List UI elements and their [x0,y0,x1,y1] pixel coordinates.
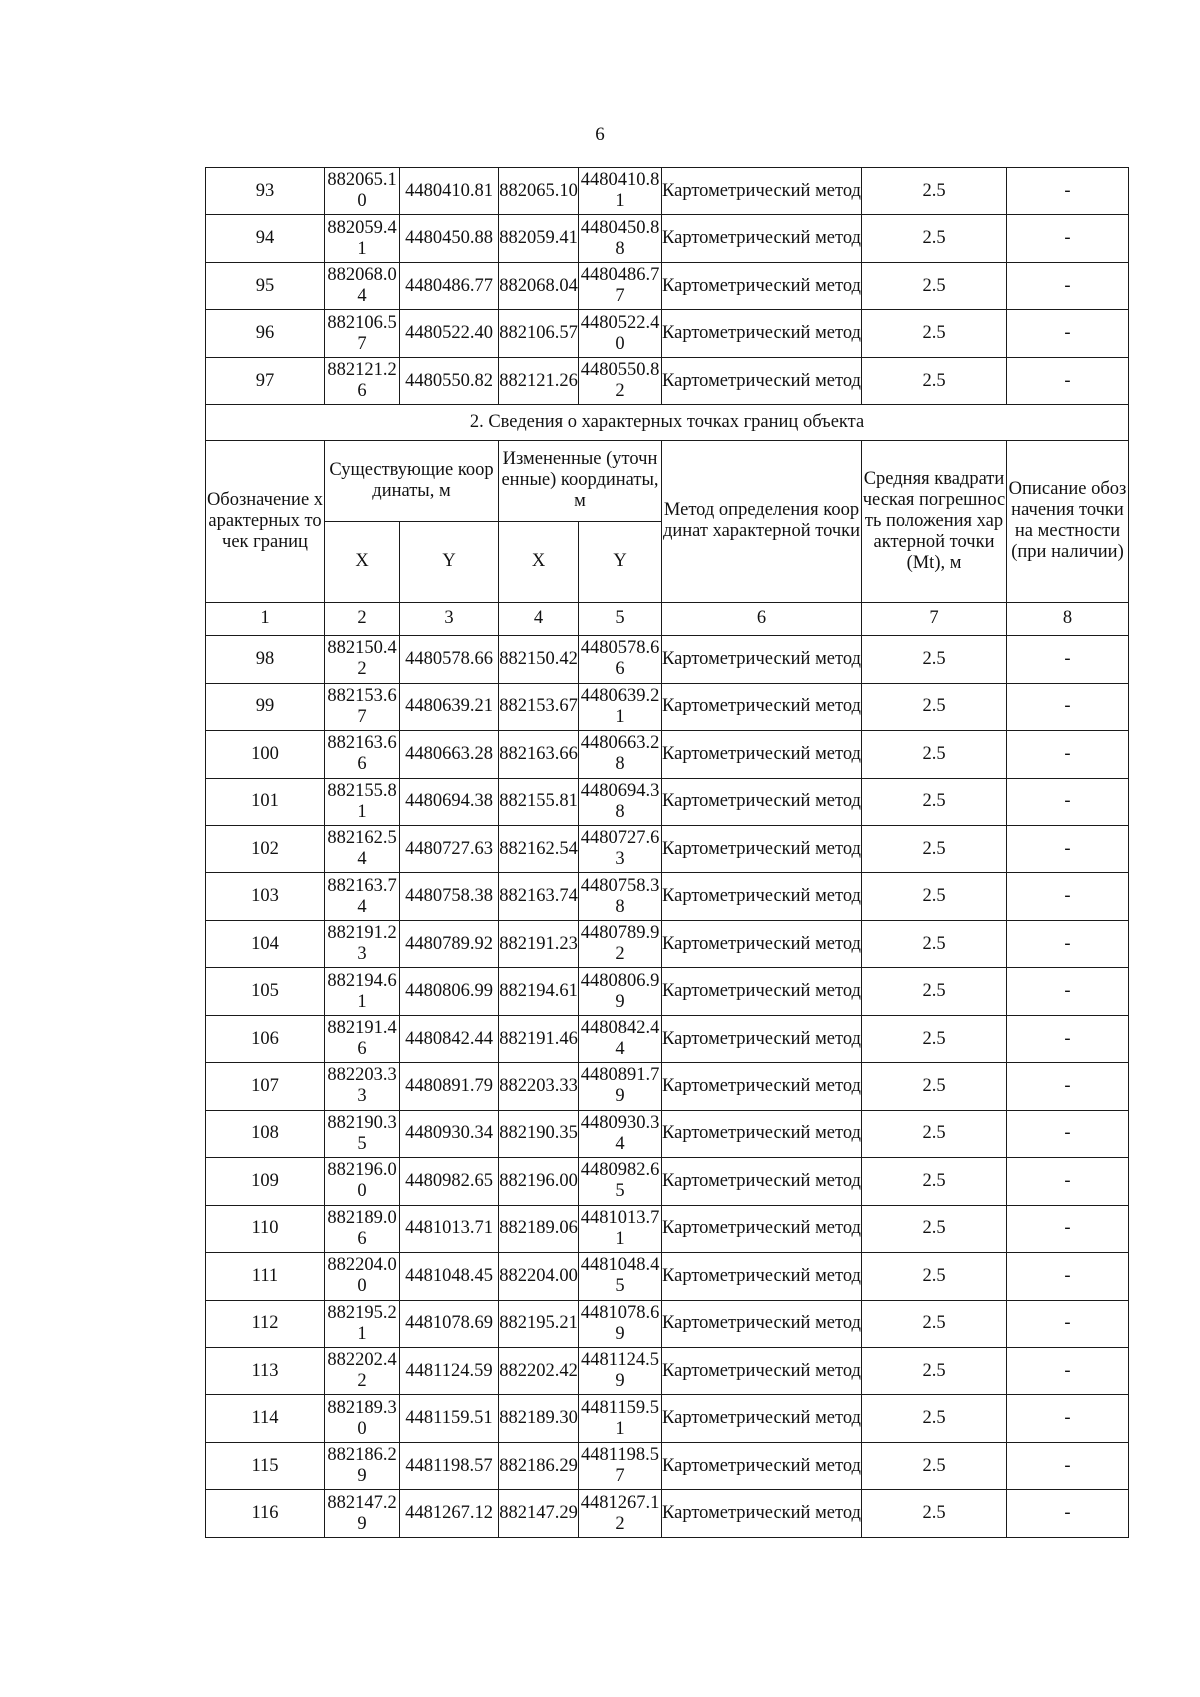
cell-description: - [1007,1347,1129,1394]
cell-method: Картометрический метод [662,1442,862,1489]
table-section-part1 [206,168,1129,405]
cell-y-changed: 4480410.81 [579,168,662,215]
cell-x-existing: 882065.10 [325,168,400,215]
header-accuracy: Средняя квадратическая погрешность положения характерной точки (Mt), м [862,440,1007,602]
table-row [206,1347,1129,1394]
cell-x-existing: 882203.33 [325,1063,400,1110]
cell-accuracy: 2.5 [862,1063,1007,1110]
cell-description: - [1007,1205,1129,1252]
table-row [206,1063,1129,1110]
table-row [206,1015,1129,1062]
cell-method: Картометрический метод [662,262,862,309]
cell-y-changed: 4480486.77 [579,262,662,309]
cell-description: - [1007,778,1129,825]
cell-x-existing: 882189.30 [325,1395,400,1442]
cell-point-number: 106 [206,1015,325,1062]
header-x-existing: X [325,521,400,602]
cell-accuracy: 2.5 [862,920,1007,967]
cell-x-changed: 882163.66 [499,731,579,778]
cell-y-existing: 4480982.65 [400,1158,499,1205]
cell-y-changed: 4481198.57 [579,1442,662,1489]
cell-description: - [1007,357,1129,405]
cell-point-number: 111 [206,1253,325,1300]
column-number: 3 [400,602,499,635]
cell-y-existing: 4480758.38 [400,873,499,920]
cell-point-number: 112 [206,1300,325,1347]
column-number: 1 [206,602,325,635]
cell-y-changed: 4480891.79 [579,1063,662,1110]
cell-point-number: 105 [206,968,325,1015]
cell-method: Картометрический метод [662,215,862,262]
cell-description: - [1007,1158,1129,1205]
cell-accuracy: 2.5 [862,1110,1007,1157]
cell-point-number: 97 [206,357,325,405]
cell-y-changed: 4480578.66 [579,636,662,683]
cell-y-changed: 4481048.45 [579,1253,662,1300]
cell-y-existing: 4480727.63 [400,825,499,872]
table-row [206,1158,1129,1205]
cell-x-changed: 882186.29 [499,1442,579,1489]
cell-accuracy: 2.5 [862,310,1007,357]
cell-description: - [1007,920,1129,967]
cell-x-changed: 882189.30 [499,1395,579,1442]
cell-y-existing: 4480891.79 [400,1063,499,1110]
cell-y-existing: 4480842.44 [400,1015,499,1062]
cell-x-changed: 882068.04 [499,262,579,309]
cell-method: Картометрический метод [662,310,862,357]
cell-accuracy: 2.5 [862,262,1007,309]
cell-x-changed: 882196.00 [499,1158,579,1205]
cell-x-existing: 882068.04 [325,262,400,309]
cell-accuracy: 2.5 [862,1442,1007,1489]
cell-description: - [1007,873,1129,920]
cell-method: Картометрический метод [662,1253,862,1300]
cell-y-changed: 4480930.34 [579,1110,662,1157]
table-row [206,778,1129,825]
cell-method: Картометрический метод [662,1015,862,1062]
cell-point-number: 104 [206,920,325,967]
table-row [206,920,1129,967]
section-title: 2. Сведения о характерных точках границ объекта [206,405,1129,441]
cell-method: Картометрический метод [662,1205,862,1252]
cell-description: - [1007,1063,1129,1110]
cell-description: - [1007,168,1129,215]
cell-y-existing: 4480450.88 [400,215,499,262]
cell-accuracy: 2.5 [862,215,1007,262]
cell-y-existing: 4480486.77 [400,262,499,309]
cell-method: Картометрический метод [662,1347,862,1394]
cell-description: - [1007,683,1129,730]
cell-y-existing: 4480578.66 [400,636,499,683]
cell-x-changed: 882189.06 [499,1205,579,1252]
cell-x-changed: 882194.61 [499,968,579,1015]
cell-description: - [1007,1300,1129,1347]
table-row [206,825,1129,872]
cell-x-changed: 882153.67 [499,683,579,730]
column-number: 2 [325,602,400,635]
cell-description: - [1007,1253,1129,1300]
header-changed-coords: Измененные (уточненные) координаты, м [499,440,662,521]
cell-y-existing: 4480550.82 [400,357,499,405]
cell-method: Картометрический метод [662,968,862,1015]
cell-x-existing: 882155.81 [325,778,400,825]
cell-y-existing: 4480639.21 [400,683,499,730]
table-row [206,215,1129,262]
table-row [206,1110,1129,1157]
cell-method: Картометрический метод [662,1063,862,1110]
cell-description: - [1007,731,1129,778]
cell-y-existing: 4481198.57 [400,1442,499,1489]
cell-point-number: 96 [206,310,325,357]
cell-y-changed: 4481013.71 [579,1205,662,1252]
table-row [206,1442,1129,1489]
cell-x-changed: 882191.46 [499,1015,579,1062]
cell-point-number: 102 [206,825,325,872]
cell-y-existing: 4480806.99 [400,968,499,1015]
cell-y-existing: 4481267.12 [400,1490,499,1538]
cell-accuracy: 2.5 [862,1395,1007,1442]
cell-y-changed: 4480694.38 [579,778,662,825]
cell-accuracy: 2.5 [862,873,1007,920]
cell-y-existing: 4481124.59 [400,1347,499,1394]
cell-x-existing: 882153.67 [325,683,400,730]
cell-accuracy: 2.5 [862,825,1007,872]
cell-accuracy: 2.5 [862,168,1007,215]
column-number: 8 [1007,602,1129,635]
cell-x-changed: 882147.29 [499,1490,579,1538]
cell-point-number: 114 [206,1395,325,1442]
cell-method: Картометрический метод [662,1158,862,1205]
cell-y-changed: 4481159.51 [579,1395,662,1442]
cell-method: Картометрический метод [662,1490,862,1538]
cell-y-existing: 4480522.40 [400,310,499,357]
table-row [206,168,1129,215]
cell-description: - [1007,215,1129,262]
cell-point-number: 99 [206,683,325,730]
cell-description: - [1007,1015,1129,1062]
header-existing-coords: Существующие координаты, м [325,440,499,521]
header-y-existing: Y [400,521,499,602]
cell-point-number: 108 [206,1110,325,1157]
cell-accuracy: 2.5 [862,357,1007,405]
table-row [206,968,1129,1015]
cell-x-existing: 882194.61 [325,968,400,1015]
cell-y-changed: 4480789.92 [579,920,662,967]
cell-method: Картометрический метод [662,1300,862,1347]
cell-method: Картометрический метод [662,873,862,920]
cell-method: Картометрический метод [662,168,862,215]
cell-x-existing: 882163.66 [325,731,400,778]
table-row [206,731,1129,778]
cell-x-existing: 882189.06 [325,1205,400,1252]
cell-point-number: 107 [206,1063,325,1110]
cell-x-changed: 882162.54 [499,825,579,872]
cell-x-changed: 882202.42 [499,1347,579,1394]
table-row [206,357,1129,405]
cell-x-changed: 882190.35 [499,1110,579,1157]
cell-x-existing: 882162.54 [325,825,400,872]
table-row [206,310,1129,357]
cell-y-existing: 4480410.81 [400,168,499,215]
cell-method: Картометрический метод [662,825,862,872]
header-method: Метод определения координат характерной точки [662,440,862,602]
cell-point-number: 103 [206,873,325,920]
cell-x-existing: 882191.23 [325,920,400,967]
cell-y-changed: 4480639.21 [579,683,662,730]
cell-y-changed: 4481124.59 [579,1347,662,1394]
cell-point-number: 93 [206,168,325,215]
page-number: 6 [595,124,605,145]
cell-x-existing: 882190.35 [325,1110,400,1157]
coordinates-table [205,167,1129,1538]
cell-y-changed: 4480806.99 [579,968,662,1015]
cell-accuracy: 2.5 [862,778,1007,825]
cell-description: - [1007,1395,1129,1442]
cell-point-number: 110 [206,1205,325,1252]
cell-y-existing: 4481159.51 [400,1395,499,1442]
cell-accuracy: 2.5 [862,636,1007,683]
cell-method: Картометрический метод [662,1110,862,1157]
cell-x-changed: 882106.57 [499,310,579,357]
header-x-changed: X [499,521,579,602]
cell-accuracy: 2.5 [862,1347,1007,1394]
cell-x-changed: 882191.23 [499,920,579,967]
cell-x-existing: 882150.42 [325,636,400,683]
cell-method: Картометрический метод [662,683,862,730]
cell-x-changed: 882121.26 [499,357,579,405]
cell-point-number: 100 [206,731,325,778]
cell-description: - [1007,1110,1129,1157]
cell-x-existing: 882163.74 [325,873,400,920]
cell-point-number: 101 [206,778,325,825]
cell-description: - [1007,636,1129,683]
cell-y-existing: 4481013.71 [400,1205,499,1252]
cell-point-number: 116 [206,1490,325,1538]
cell-point-number: 113 [206,1347,325,1394]
cell-x-existing: 882147.29 [325,1490,400,1538]
cell-x-existing: 882121.26 [325,357,400,405]
cell-y-changed: 4481078.69 [579,1300,662,1347]
table-header-section [206,405,1129,636]
cell-description: - [1007,968,1129,1015]
cell-y-changed: 4480522.40 [579,310,662,357]
cell-x-existing: 882106.57 [325,310,400,357]
header-description: Описание обозначения точки на местности (при наличии) [1007,440,1129,602]
table-section-part2 [206,636,1129,1538]
cell-accuracy: 2.5 [862,1300,1007,1347]
cell-description: - [1007,1442,1129,1489]
cell-method: Картометрический метод [662,357,862,405]
cell-method: Картометрический метод [662,778,862,825]
cell-method: Картометрический метод [662,731,862,778]
cell-x-existing: 882204.00 [325,1253,400,1300]
cell-x-existing: 882059.41 [325,215,400,262]
cell-y-changed: 4480842.44 [579,1015,662,1062]
cell-y-changed: 4480982.65 [579,1158,662,1205]
cell-accuracy: 2.5 [862,1015,1007,1062]
cell-description: - [1007,825,1129,872]
table-row [206,1300,1129,1347]
cell-x-changed: 882155.81 [499,778,579,825]
cell-accuracy: 2.5 [862,683,1007,730]
table-row [206,683,1129,730]
cell-y-existing: 4480930.34 [400,1110,499,1157]
table-row [206,873,1129,920]
cell-x-changed: 882204.00 [499,1253,579,1300]
cell-x-changed: 882150.42 [499,636,579,683]
header-designation: Обозначение характерных точек границ [206,440,325,602]
cell-x-changed: 882065.10 [499,168,579,215]
cell-accuracy: 2.5 [862,1158,1007,1205]
table-row [206,1205,1129,1252]
cell-accuracy: 2.5 [862,731,1007,778]
cell-x-changed: 882163.74 [499,873,579,920]
cell-y-existing: 4480789.92 [400,920,499,967]
table-row [206,636,1129,683]
cell-y-existing: 4481078.69 [400,1300,499,1347]
column-number: 4 [499,602,579,635]
cell-x-changed: 882195.21 [499,1300,579,1347]
cell-x-existing: 882195.21 [325,1300,400,1347]
cell-point-number: 94 [206,215,325,262]
cell-x-existing: 882186.29 [325,1442,400,1489]
cell-point-number: 115 [206,1442,325,1489]
cell-y-changed: 4480727.63 [579,825,662,872]
table-row [206,262,1129,309]
cell-x-changed: 882203.33 [499,1063,579,1110]
header-y-changed: Y [579,521,662,602]
cell-y-existing: 4480663.28 [400,731,499,778]
cell-method: Картометрический метод [662,636,862,683]
column-number: 7 [862,602,1007,635]
cell-x-existing: 882202.42 [325,1347,400,1394]
cell-y-changed: 4480550.82 [579,357,662,405]
cell-y-changed: 4480450.88 [579,215,662,262]
cell-y-existing: 4480694.38 [400,778,499,825]
cell-method: Картометрический метод [662,1395,862,1442]
cell-accuracy: 2.5 [862,1490,1007,1538]
table-row [206,1253,1129,1300]
cell-description: - [1007,262,1129,309]
column-number: 5 [579,602,662,635]
cell-y-changed: 4480663.28 [579,731,662,778]
table-row [206,1490,1129,1538]
cell-point-number: 95 [206,262,325,309]
cell-accuracy: 2.5 [862,1205,1007,1252]
cell-x-changed: 882059.41 [499,215,579,262]
cell-accuracy: 2.5 [862,1253,1007,1300]
cell-x-existing: 882196.00 [325,1158,400,1205]
cell-description: - [1007,310,1129,357]
cell-accuracy: 2.5 [862,968,1007,1015]
table-row [206,1395,1129,1442]
cell-y-existing: 4481048.45 [400,1253,499,1300]
cell-point-number: 109 [206,1158,325,1205]
column-number: 6 [662,602,862,635]
cell-point-number: 98 [206,636,325,683]
cell-method: Картометрический метод [662,920,862,967]
cell-y-changed: 4480758.38 [579,873,662,920]
cell-description: - [1007,1490,1129,1538]
cell-y-changed: 4481267.12 [579,1490,662,1538]
cell-x-existing: 882191.46 [325,1015,400,1062]
